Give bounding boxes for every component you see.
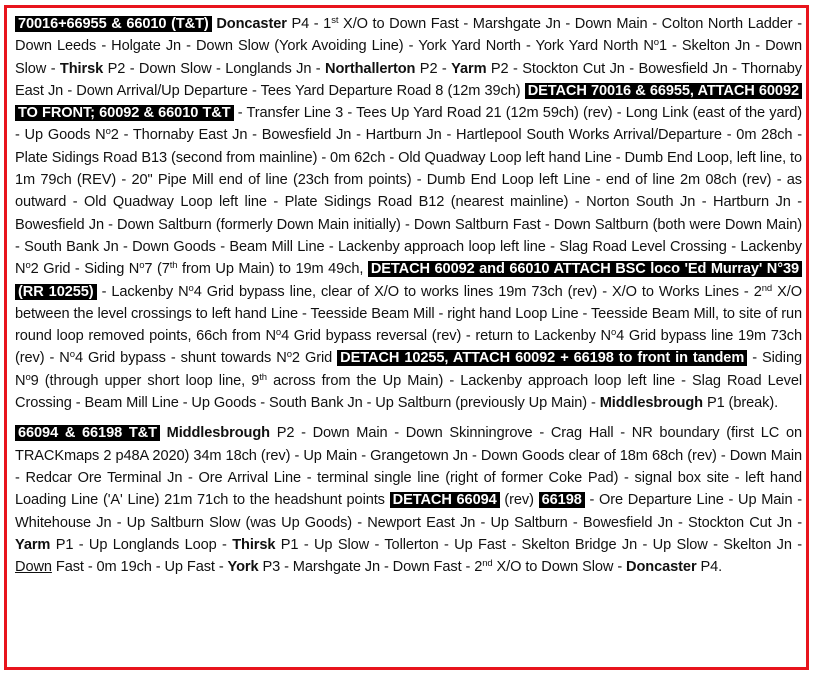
station-name: Northallerton	[325, 60, 416, 77]
route-text: P2 - Down Slow - Longlands Jn -	[103, 60, 326, 77]
route-text: P2 - Stockton Cut Jn - Bowesfield Jn - Thornaby East Jn - Down Arrival/Up Departure - Tees Yard Departure Road 8 (12m 39ch)	[15, 60, 802, 99]
superscript-text: o	[286, 349, 292, 361]
highlight-label: 66198	[539, 492, 585, 508]
route-text: 2 - Thornaby East Jn - Bowesfield Jn - Hartburn Jn - Hartlepool South Works Arrival/Departure - 0m 28ch - Plate Sidings Road B13 (second from mainline) - 0m 62ch - Old Quadway Loop left hand Line - Dumb End Loop, left line, to 1m 79ch (REV) - 20" Pipe Mill end of line (23ch from points) - Dumb End Loop left Line - end of line 2m 08ch (rev) - as outward - Old Quadway Loop left line - Plate Sidings Road B12 (nearest mainline) - Norton South Jn - Hartburn Jn - Bowesfield Jn - Down Saltburn (formerly Down Main initially) - Down Saltburn Fast - Down Saltburn (both were Down Main) - South Bank Jn - Down Goods - Beam Mill Line - Lackenby approach loop left line - Slag Road Level Crossing - Lackenby N	[15, 127, 802, 278]
superscript-text: o	[25, 260, 31, 272]
route-text: (rev)	[499, 492, 539, 509]
route-text: X/O to Down Slow -	[492, 559, 627, 576]
station-name: York	[227, 559, 259, 576]
route-text: P2 -	[415, 60, 452, 77]
route-text: across from the Up Main) - Lackenby approach loop left line - Slag Road Level Crossing - Beam Mill Line - Up Goods - South Bank Jn - Up Saltburn (previously Up Main) -	[15, 372, 802, 412]
route-text	[160, 425, 167, 441]
superscript-text: o	[105, 126, 111, 138]
document-frame	[4, 5, 809, 670]
paragraph-2	[15, 422, 802, 578]
station-name: Middlesbrough	[599, 395, 703, 412]
route-text: 4 Grid bypass line, clear of X/O to works lines 19m 73ch (rev) - X/O to Works Lines - 2	[193, 283, 762, 300]
route-text: X/O to Down Fast - Marshgate Jn - Down Main - Colton North Ladder - Down Leeds - Holgate Jn - Down Slow (York Avoiding Line) - York Yard North - York Yard North N	[15, 16, 802, 55]
highlight-label: DETACH 60092 and 66010 ATTACH BSC loco 'Ed Murray' N°39 (RR 10255)	[15, 261, 802, 299]
superscript-text: o	[69, 349, 75, 361]
highlight-label: 66094 & 66198 T&T	[15, 425, 160, 441]
superscript-text: nd	[482, 558, 493, 570]
route-text: 9 (through upper short loop line, 9	[30, 372, 260, 389]
route-text: Fast - 0m 19ch - Up Fast -	[51, 559, 228, 576]
station-name: Yarm	[15, 536, 51, 553]
superscript-text: nd	[761, 282, 773, 294]
route-text: 2 Grid	[291, 350, 338, 367]
route-text: 7 (7	[144, 261, 170, 278]
route-text: - Lackenby N	[96, 283, 189, 300]
station-name: Yarm	[451, 60, 487, 77]
route-text: X/O between the level crossings to left hand Line - Teesside Beam Mill - right hand Loop Line - Teesside Beam Mill, to site of run round loop removed points, 66ch from N	[15, 283, 803, 345]
station-name: Doncaster	[216, 16, 287, 32]
document-body	[15, 13, 802, 578]
route-text: P2 - Down Main - Down Skinningrove - Crag Hall - NR boundary (first LC on TRACKmaps 2 p48A 2020) 34m 18ch (rev) - Up Main - Grangetown Jn - Down Goods clear of 18m 68ch (rev) - Down Main - Redcar Ore Terminal Jn - Ore Arrival Line - terminal single line (right of former Coke Pad) - signal box site - left hand Loading Line ('A' Line) 21m 71ch to the headshunt points	[15, 425, 802, 509]
station-name: Thirsk	[232, 536, 276, 553]
route-text: - Ore Departure Line - Up Main - Whitehouse Jn - Up Saltburn Slow (was Up Goods) - Newport East Jn - Up Saltburn - Bowesfield Jn - Stockton Cut Jn -	[15, 492, 802, 531]
route-text: P1 - Up Longlands Loop -	[50, 536, 233, 553]
highlight-label: DETACH 70016 & 66955, ATTACH 60092 TO FRONT; 60092 & 66010 T&T	[15, 83, 802, 121]
route-text: P1 - Up Slow - Tollerton - Up Fast - Skelton Bridge Jn - Up Slow - Skelton Jn -	[275, 536, 802, 553]
superscript-text: st	[331, 15, 339, 26]
route-text: P4.	[696, 559, 723, 576]
route-text: 1 - Skelton Jn - Down Slow -	[15, 38, 802, 77]
route-text: 2 Grid - Siding N	[30, 261, 140, 278]
station-name: Doncaster	[626, 559, 697, 576]
station-name: Middlesbrough	[166, 425, 270, 442]
station-name: Thirsk	[59, 60, 104, 77]
highlight-label: DETACH 66094	[390, 492, 500, 508]
route-text: P1 (break).	[703, 395, 779, 412]
superscript-text: o	[188, 282, 194, 294]
superscript-text: o	[275, 327, 282, 339]
route-text: 4 Grid bypass reversal (rev) - return to Lackenby N	[281, 328, 611, 345]
route-text: from Up Main) to 19m 49ch,	[177, 261, 368, 278]
route-text: - Transfer Line 3 - Tees Up Yard Road 21 (12m 59ch) (rev) - Long Link (east of the yard) - Up Goods N	[15, 105, 802, 144]
highlight-label: 70016+66955 & 66010 (T&T)	[15, 16, 212, 32]
superscript-text: o	[25, 371, 31, 383]
superscript-text: o	[610, 327, 617, 339]
superscript-text: th	[259, 371, 267, 383]
route-text: 4 Grid bypass - shunt towards N	[74, 350, 287, 367]
route-text: 4 Grid bypass line 19m 73ch (rev) - N	[15, 328, 802, 367]
route-text: P4 - 1	[286, 16, 332, 32]
route-text: - Siding N	[15, 350, 802, 389]
underlined-text: Down	[15, 559, 52, 576]
superscript-text: o	[139, 260, 145, 272]
highlight-label: DETACH 10255, ATTACH 60092 + 66198 to front in tandem	[337, 350, 747, 366]
superscript-text: o	[653, 37, 659, 49]
superscript-text: th	[169, 260, 178, 272]
route-text: P3 - Marshgate Jn - Down Fast - 2	[258, 559, 483, 576]
paragraph-1	[15, 13, 802, 414]
